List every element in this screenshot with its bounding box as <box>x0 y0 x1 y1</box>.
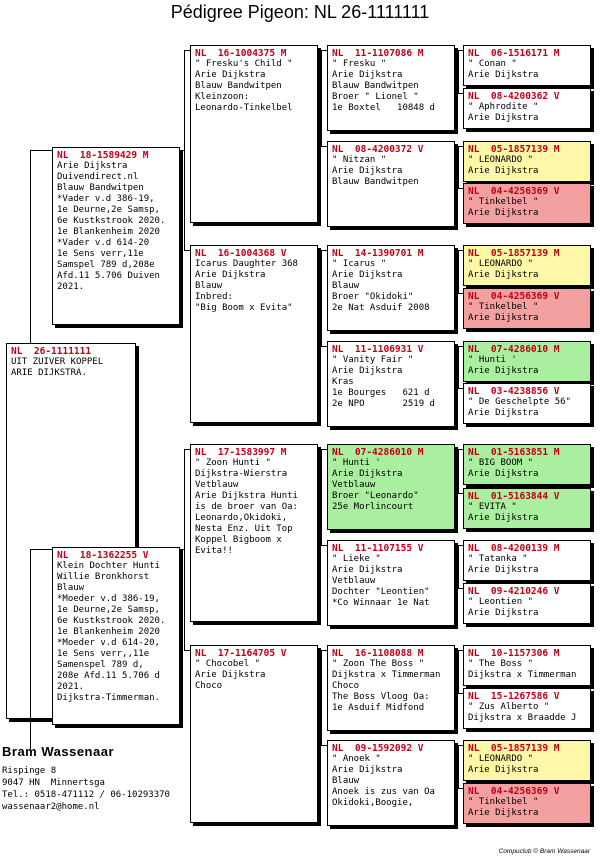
pigeon-info-line: Arie Dijkstra <box>332 366 403 376</box>
great-grandparent-pigeon <box>327 444 455 530</box>
pigeon-info-line: " LEONARDO " <box>468 259 534 269</box>
connector-line <box>458 745 463 746</box>
pigeon-info-line: " De Geschelpte 56" <box>468 397 571 407</box>
pigeon-info-line: 1e Blankenheim 2020 <box>57 627 160 637</box>
great-grandparent-pigeon <box>327 740 455 826</box>
pigeon-info-line: Okidoki,Boogie, <box>332 798 414 808</box>
pigeon-info-line: Willie Bronkhorst <box>57 572 150 582</box>
connector-line <box>184 50 190 51</box>
pigeon-info-line: " Zus Alberto " <box>468 702 550 712</box>
pigeon-info-line: Arie Dijkstra <box>195 70 266 80</box>
connector-line <box>321 650 322 745</box>
ring-number: NL 05-1857139 M <box>468 248 560 259</box>
great-great-grandparent-pigeon <box>463 645 591 686</box>
connector-line <box>321 449 327 450</box>
connector-line <box>455 161 458 162</box>
pigeon-info-line: " Hunti ' <box>332 458 381 468</box>
pigeon-info-line: " Aphrodite " <box>468 102 539 112</box>
pigeon-info-line: 208e Afd.11 5.706 d <box>57 671 160 681</box>
connector-line <box>184 250 190 251</box>
connector-line <box>184 50 185 150</box>
connector-line <box>455 361 458 362</box>
connector-line <box>458 449 459 493</box>
connector-line <box>458 346 459 388</box>
connector-line <box>455 265 458 266</box>
pigeon-info-line: 1e Boxtel 10848 d <box>332 103 435 113</box>
pigeon-info-line: " Anoek " <box>332 754 381 764</box>
ring-number: NL 08-4200362 V <box>468 91 560 102</box>
breeder-info <box>2 744 202 813</box>
pigeon-info-line: " Zoon The Boss " <box>332 659 425 669</box>
connector-line <box>184 650 190 651</box>
great-great-grandparent-pigeon <box>463 444 591 485</box>
ring-number: NL 04-4256369 V <box>468 786 560 797</box>
great-great-grandparent-pigeon <box>463 45 591 86</box>
pigeon-info-line: 6e Kustkstrook 2020. <box>57 216 166 226</box>
pigeon-info-line: 6e Kustkstrook 2020. <box>57 616 166 626</box>
pigeon-info-line: 1e Sens verr,11e <box>57 249 144 259</box>
connector-line <box>458 188 463 189</box>
connector-line <box>458 146 459 188</box>
connector-line <box>184 549 185 650</box>
pigeon-info-line: " Conan " <box>468 59 517 69</box>
pigeon-info-line: " Tinkelbel " <box>468 797 539 807</box>
pigeon-info-line: Blauw <box>57 583 85 593</box>
ring-number: NL 05-1857139 M <box>468 144 560 155</box>
connector-line <box>455 464 458 465</box>
connector-line <box>458 745 459 788</box>
pigeon-info-line: " Tatanka " <box>468 554 528 564</box>
pigeon-info-line: Blauw <box>332 281 360 291</box>
great-great-grandparent-pigeon <box>463 383 591 424</box>
pigeon-info-line: Klein Dochter Hunti <box>57 561 160 571</box>
pigeon-info-line: The Boss Vloog Oa: <box>332 692 430 702</box>
great-grandparent-pigeon <box>327 245 455 331</box>
ring-number: NL 17-1583997 M <box>195 447 287 458</box>
connector-line <box>30 549 31 719</box>
great-great-grandparent-pigeon <box>463 583 591 624</box>
pigeon-info-line: Dijkstra x Timmerman <box>332 670 441 680</box>
pigeon-info-line: Blauw <box>195 281 223 291</box>
connector-line <box>458 650 463 651</box>
connector-line <box>184 449 190 450</box>
connector-line <box>321 449 322 545</box>
great-great-grandparent-pigeon <box>463 245 591 286</box>
pigeon-info-line: " Tinkelbel " <box>468 197 539 207</box>
pigeon-info-line: " Icarus " <box>332 259 387 269</box>
pigeon-info-line: 1e Asduif Midfond <box>332 703 425 713</box>
ring-number: NL 01-5163844 V <box>468 491 560 502</box>
pigeon-info-line: Arie Dijkstra <box>332 166 403 176</box>
ring-number: NL 16-1108088 M <box>332 648 424 659</box>
pigeon-info-line: Koppel Bigboom x <box>195 535 282 545</box>
pigeon-info-line: 1e Bourges 621 d <box>332 388 430 398</box>
ring-number: NL 05-1857139 M <box>468 743 560 754</box>
pigeon-info-line: Broer " Lionel " <box>332 92 419 102</box>
pigeon-info-line: Arie Dijkstra <box>57 161 128 171</box>
pigeon-info-line: UIT ZUIVER KOPPEL <box>11 357 104 367</box>
connector-line <box>458 693 463 694</box>
ring-number: NL 06-1516171 M <box>468 48 560 59</box>
pigeon-info-line: Arie Dijkstra <box>332 70 403 80</box>
ring-number: NL 07-4286010 M <box>332 447 424 458</box>
pigeon-info-line: *Vader v.d 614-20 <box>57 238 150 248</box>
connector-line <box>458 250 463 251</box>
ring-number: NL 03-4238856 V <box>468 386 560 397</box>
pigeon-info-line: Icarus Daughter 368 <box>195 259 298 269</box>
pigeon-info-line: Arie Dijkstra <box>468 608 539 618</box>
connector-line <box>458 93 463 94</box>
pigeon-info-line: Kleinzoon: <box>195 92 250 102</box>
pigeon-info-line: 2e NPO 2519 d <box>332 399 435 409</box>
page-title: Pédigree Pigeon: NL 26-1111111 <box>170 2 430 22</box>
pigeon-info-line: 1e Deurne,2e Samsp, <box>57 605 160 615</box>
pigeon-info-line: Arie Dijkstra <box>468 166 539 176</box>
pigeon-info-line: Dijkstra-Wierstra <box>195 469 288 479</box>
connector-line <box>318 285 321 286</box>
pigeon-info-line: Broer "Okidoki" <box>332 292 414 302</box>
connector-line <box>321 250 327 251</box>
connector-line <box>318 484 321 485</box>
pigeon-info-line: " Nitzan " <box>332 155 387 165</box>
mother-pigeon <box>52 547 180 725</box>
pigeon-info-line: Blauw Bandwitpen <box>57 183 144 193</box>
connector-line <box>458 293 463 294</box>
great-great-grandparent-pigeon <box>463 288 591 329</box>
pigeon-info-line: Vetblauw <box>332 480 376 490</box>
pigeon-info-line: 1e Blankenheim 2020 <box>57 227 160 237</box>
connector-line <box>455 65 458 66</box>
connector-line <box>30 549 52 550</box>
great-great-grandparent-pigeon <box>463 488 591 529</box>
pigeon-info-line: " BIG BOOM " <box>468 458 534 468</box>
pigeon-info-line: " Chocobel " <box>195 659 261 669</box>
pigeon-info-line: " Zoon Hunti " <box>195 458 271 468</box>
ring-number: NL 11-1107086 M <box>332 48 424 59</box>
great-great-grandparent-pigeon <box>463 783 591 824</box>
pigeon-info-line: Inbred: <box>195 292 233 302</box>
pigeon-info-line: Leonardo-Tinkelbel <box>195 103 293 113</box>
connector-line <box>458 493 463 494</box>
pigeon-info-line: ARIE DIJKSTRA. <box>11 368 87 378</box>
pigeon-info-line: Kras <box>332 377 354 387</box>
pigeon-info-line: Vetblauw <box>332 576 376 586</box>
pigeon-info-line: Arie Dijkstra <box>468 565 539 575</box>
connector-line <box>321 346 327 347</box>
pigeon-info-line: Arie Dijkstra Hunti <box>195 491 298 501</box>
connector-line <box>184 449 185 549</box>
connector-line <box>321 250 322 346</box>
ring-number: NL 10-1157306 M <box>468 648 560 659</box>
connector-line <box>184 150 185 250</box>
pigeon-info-line: Arie Dijkstra <box>468 513 539 523</box>
pigeon-info-line: Samenspel 789 d, <box>57 660 144 670</box>
connector-line <box>321 146 327 147</box>
ring-number: NL 16-1004375 M <box>195 48 287 59</box>
connector-line <box>30 150 52 151</box>
pigeon-info-line: Vetblauw <box>195 480 239 490</box>
pigeon-info-line: is de broer van Oa: <box>195 502 298 512</box>
ring-number: NL 16-1004368 V <box>195 248 287 259</box>
pigeon-info-line: Afd.11 5.706 Duiven <box>57 271 160 281</box>
ring-number: NL 18-1362255 V <box>57 550 149 561</box>
ring-number: NL 09-4210246 V <box>468 586 560 597</box>
pigeon-info-line: 25e Morlincourt <box>332 502 414 512</box>
ring-number: NL 11-1106931 V <box>332 344 424 355</box>
connector-line <box>321 50 327 51</box>
pigeon-info-line: 2021. <box>57 282 85 292</box>
great-grandparent-pigeon <box>327 141 455 227</box>
breeder-phone: Tel.: 0518-471112 / 06-10293370 <box>2 790 170 800</box>
pigeon-info-line: Arie Dijkstra <box>332 270 403 280</box>
pigeon-info-line: *Moeder v.d 614-20, <box>57 638 160 648</box>
connector-line <box>458 449 463 450</box>
pigeon-info-line: Blauw <box>332 776 360 786</box>
pigeon-info-line: Arie Dijkstra <box>195 670 266 680</box>
pigeon-info-line: Arie Dijkstra <box>332 565 403 575</box>
great-grandparent-pigeon <box>327 45 455 131</box>
pigeon-info-line: Arie Dijkstra <box>468 765 539 775</box>
pigeon-info-line: Blauw Bandwitpen <box>332 177 419 187</box>
pigeon-info-line: Dijkstra x Braadde J <box>468 713 577 723</box>
grandparent-pigeon <box>190 444 318 622</box>
breeder-name: Bram Wassenaar <box>2 744 115 759</box>
ring-number: NL 14-1390701 M <box>332 248 424 259</box>
pigeon-info-line: " EVITA " <box>468 502 517 512</box>
connector-line <box>321 650 327 651</box>
pigeon-info-line: Duivendirect.nl <box>57 172 139 182</box>
pigeon-info-line: Arie Dijkstra <box>468 270 539 280</box>
pigeon-info-line: Anoek is zus van Oa <box>332 787 435 797</box>
pigeon-info-line: Leonardo,Okidoki, <box>195 513 288 523</box>
pigeon-info-line: "Big Boom x Evita" <box>195 303 293 313</box>
connector-line <box>458 545 463 546</box>
pigeon-info-line: " Vanity Fair " <box>332 355 414 365</box>
pigeon-info-line: " Tinkelbel " <box>468 302 539 312</box>
pigeon-info-line: Arie Dijkstra <box>468 313 539 323</box>
pigeon-info-line: Blauw Bandwitpen <box>195 81 282 91</box>
pigeon-info-line: Dijkstra x Timmerman <box>468 670 577 680</box>
pigeon-info-line: 1e Deurne,2e Samsp, <box>57 205 160 215</box>
ring-number: NL 11-1107155 V <box>332 543 424 554</box>
ring-number: NL 01-5163851 M <box>468 447 560 458</box>
ring-number: NL 04-4256369 V <box>468 291 560 302</box>
connector-line <box>455 560 458 561</box>
pigeon-info-line: " Fresku " <box>332 59 387 69</box>
connector-line <box>458 346 463 347</box>
pigeon-info-line: Arie Dijkstra <box>468 808 539 818</box>
pigeon-info-line: Arie Dijkstra <box>468 469 539 479</box>
ring-number: NL 08-4200372 V <box>332 144 424 155</box>
ring-number: NL 15-1267586 V <box>468 691 560 702</box>
pigeon-info-line: Samspel 789 d,208e <box>57 260 155 270</box>
connector-line <box>458 50 463 51</box>
pigeon-info-line: Arie Dijkstra <box>468 208 539 218</box>
pigeon-info-line: " LEONARDO " <box>468 754 534 764</box>
great-great-grandparent-pigeon <box>463 88 591 129</box>
ring-number: NL 09-1592092 V <box>332 743 424 754</box>
pigeon-info-line: Choco <box>195 681 223 691</box>
connector-line <box>458 146 463 147</box>
pigeon-info-line: Arie Dijkstra <box>332 469 403 479</box>
pigeon-info-line: Arie Dijkstra <box>468 113 539 123</box>
great-grandparent-pigeon <box>327 645 455 731</box>
pigeon-info-line: Choco <box>332 681 360 691</box>
connector-line <box>321 545 327 546</box>
ring-number: NL 26-1111111 <box>11 346 92 357</box>
pigeon-info-line: *Moeder v.d 386-19, <box>57 594 160 604</box>
pigeon-info-line: " Fresku's Child " <box>195 59 293 69</box>
pigeon-info-line: " LEONARDO " <box>468 155 534 165</box>
pigeon-info-line: Evita!! <box>195 546 233 556</box>
breeder-address-city: 9047 HN Minnertsga <box>2 778 105 788</box>
great-grandparent-pigeon <box>327 341 455 427</box>
pigeon-info-line: Blauw Bandwitpen <box>332 81 419 91</box>
pigeon-info-line: " Lieke " <box>332 554 381 564</box>
pigeon-info-line: Arie Dijkstra <box>195 270 266 280</box>
breeder-address-street: Rispinge 8 <box>2 766 57 776</box>
connector-line <box>455 665 458 666</box>
grandparent-pigeon <box>190 45 318 223</box>
connector-line <box>458 50 459 93</box>
great-great-grandparent-pigeon <box>463 540 591 581</box>
pigeon-info-line: 2e Nat Asduif 2008 <box>332 303 430 313</box>
father-pigeon <box>52 147 180 325</box>
pigeon-info-line: Nesta Enz. Uit Top <box>195 524 293 534</box>
pigeon-info-line: Broer "Leonardo" <box>332 491 419 501</box>
connector-line <box>30 150 31 343</box>
ring-number: NL 07-4286010 M <box>468 344 560 355</box>
pigeon-info-line: Arie Dijkstra <box>468 70 539 80</box>
pigeon-info-line: *Vader v.d 386-19, <box>57 194 155 204</box>
pigeon-info-line: " Leontien " <box>468 597 534 607</box>
pigeon-info-line: Arie Dijkstra <box>468 366 539 376</box>
pigeon-info-line: *Co Winnaar 1e Nat <box>332 598 430 608</box>
connector-line <box>458 545 459 588</box>
pigeon-info-line: Dochter "Leontien" <box>332 587 430 597</box>
connector-line <box>458 588 463 589</box>
connector-line <box>458 250 459 293</box>
connector-line <box>321 50 322 146</box>
great-grandparent-pigeon <box>327 540 455 626</box>
connector-line <box>458 388 463 389</box>
great-great-grandparent-pigeon <box>463 341 591 382</box>
ring-number: NL 17-1164705 V <box>195 648 287 659</box>
connector-line <box>458 650 459 693</box>
great-great-grandparent-pigeon <box>463 688 591 729</box>
pigeon-info-line: 1e Sens verr,,11e <box>57 649 150 659</box>
pigeon-info-line: 2021. <box>57 682 85 692</box>
pigeon-info-line: Arie Dijkstra <box>468 408 539 418</box>
pigeon-info-line: Dijkstra-Timmerman. <box>57 693 160 703</box>
great-great-grandparent-pigeon <box>463 740 591 781</box>
ring-number: NL 04-4256369 V <box>468 186 560 197</box>
connector-line <box>318 85 321 86</box>
ring-number: NL 08-4200139 M <box>468 543 560 554</box>
grandparent-pigeon <box>190 245 318 423</box>
great-great-grandparent-pigeon <box>463 141 591 182</box>
connector-line <box>458 788 463 789</box>
pigeon-info-line: " The Boss " <box>468 659 534 669</box>
great-great-grandparent-pigeon <box>463 183 591 224</box>
pigeon-info-line: Arie Dijkstra <box>332 765 403 775</box>
pigeon-info-line: " Hunti ' <box>468 355 517 365</box>
grandparent-pigeon <box>190 645 318 823</box>
ring-number: NL 18-1589429 M <box>57 150 149 161</box>
connector-line <box>455 760 458 761</box>
connector-line <box>321 745 327 746</box>
connector-line <box>318 685 321 686</box>
software-credit: Compuclub © Bram Wassenaar <box>498 848 590 855</box>
breeder-email: wassenaar2@home.nl <box>2 802 100 812</box>
